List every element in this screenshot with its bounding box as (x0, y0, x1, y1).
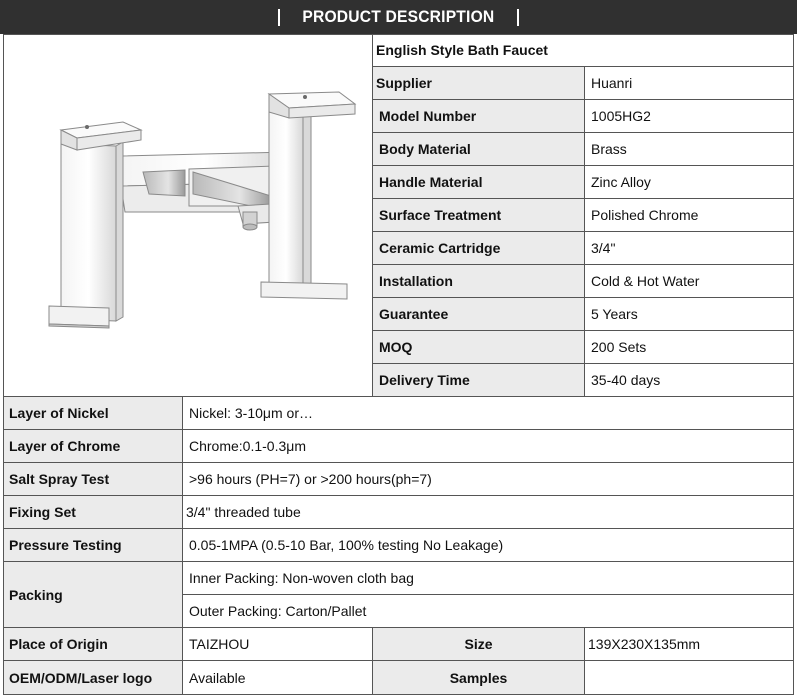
detail-value-chrome: Chrome:0.1-0.3μm (183, 430, 794, 463)
detail-label-pressure: Pressure Testing (3, 529, 183, 562)
spec-label-surface: Surface Treatment (373, 199, 585, 232)
spec-label-body: Body Material (373, 133, 585, 166)
origin-value: TAIZHOU (183, 628, 373, 661)
spec-value-installation: Cold & Hot Water (585, 265, 794, 298)
detail-label-chrome: Layer of Chrome (3, 430, 183, 463)
spec-value-model: 1005HG2 (585, 100, 794, 133)
spec-value-guarantee: 5 Years (585, 298, 794, 331)
origin-label: Place of Origin (3, 628, 183, 661)
spec-label-supplier: Supplier (373, 67, 585, 100)
spec-value-moq: 200 Sets (585, 331, 794, 364)
detail-label-nickel: Layer of Nickel (3, 397, 183, 430)
detail-value-nickel: Nickel: 3-10μm or… (183, 397, 794, 430)
spec-value-body: Brass (585, 133, 794, 166)
oem-value: Available (183, 661, 373, 695)
samples-label: Samples (373, 661, 585, 695)
oem-label: OEM/ODM/Laser logo (3, 661, 183, 695)
size-label: Size (373, 628, 585, 661)
spec-value-handle: Zinc Alloy (585, 166, 794, 199)
detail-value-fixing-set: 3/4" threaded tube (183, 496, 794, 529)
packing-label: Packing (3, 562, 183, 628)
spec-value-supplier: Huanri (585, 67, 794, 100)
size-value: 139X230X135mm (585, 628, 794, 661)
spec-label-delivery: Delivery Time (373, 364, 585, 397)
spec-label-installation: Installation (373, 265, 585, 298)
spec-label-cartridge: Ceramic Cartridge (373, 232, 585, 265)
packing-outer: Outer Packing: Carton/Pallet (183, 595, 794, 628)
faucet-image (3, 34, 371, 395)
right-divider (517, 9, 519, 26)
spec-label-handle: Handle Material (373, 166, 585, 199)
product-name: English Style Bath Faucet (373, 34, 794, 67)
spec-value-delivery: 35-40 days (585, 364, 794, 397)
spec-value-cartridge: 3/4" (585, 232, 794, 265)
spec-value-surface: Polished Chrome (585, 199, 794, 232)
left-divider (278, 9, 280, 26)
spec-label-model: Model Number (373, 100, 585, 133)
product-image-cell (3, 34, 373, 397)
spec-label-moq: MOQ (373, 331, 585, 364)
page-title: PRODUCT DESCRIPTION (302, 7, 495, 26)
spec-label-guarantee: Guarantee (373, 298, 585, 331)
detail-label-fixing-set: Fixing Set (3, 496, 183, 529)
detail-value-salt-spray: >96 hours (PH=7) or >200 hours(ph=7) (183, 463, 794, 496)
packing-inner: Inner Packing: Non-woven cloth bag (183, 562, 794, 595)
header-banner (0, 0, 797, 34)
detail-value-pressure: 0.05-1MPA (0.5-10 Bar, 100% testing No Leakage) (183, 529, 794, 562)
detail-label-salt-spray: Salt Spray Test (3, 463, 183, 496)
samples-value (585, 661, 794, 695)
